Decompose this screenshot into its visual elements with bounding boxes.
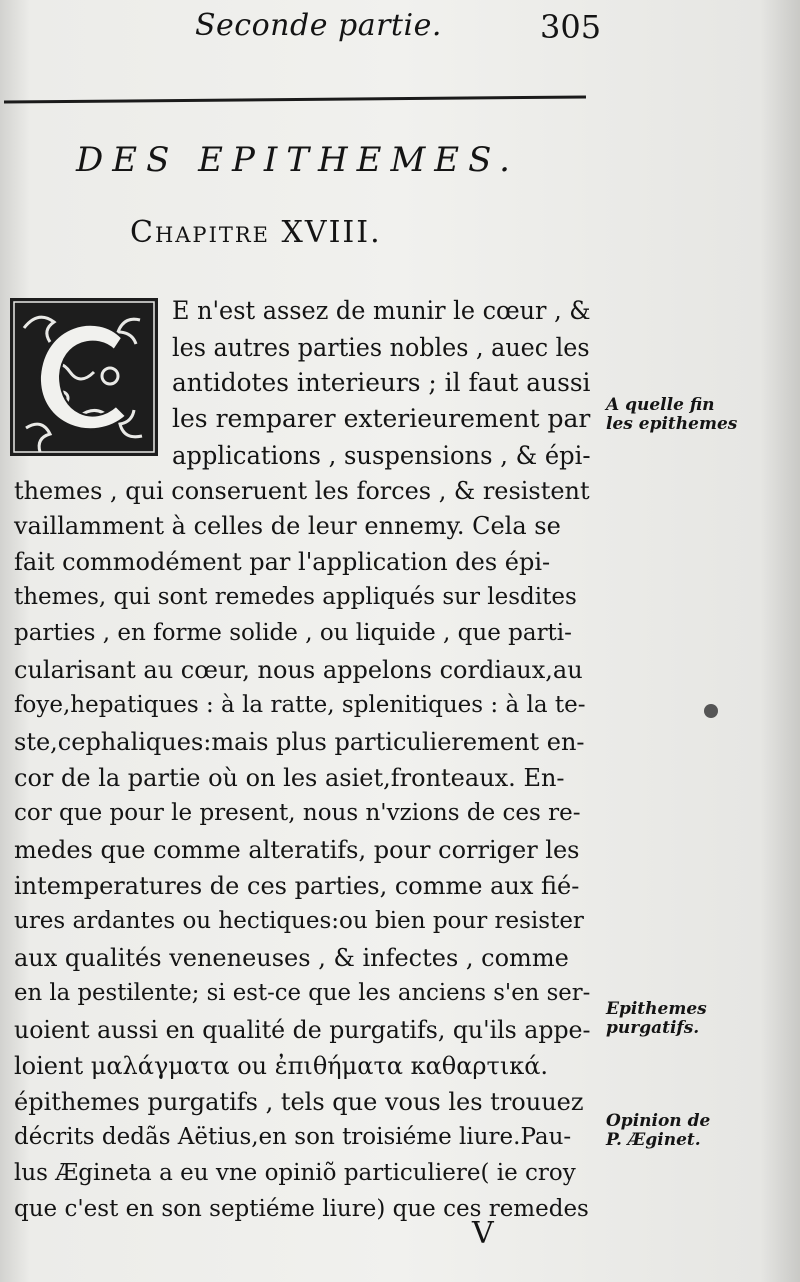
- chapter-title: Chapitre XVIII.: [130, 215, 382, 250]
- margin-note: A quelle fin les epithemes: [606, 395, 738, 434]
- catchword: V: [472, 1216, 494, 1251]
- text-line: les remparer exterieurement par: [172, 404, 591, 433]
- text-line: décrits dedãs Aëtius,en son troisiéme liure.Pau-: [14, 1124, 572, 1150]
- text-line: vaillamment à celles de leur ennemy. Cela se: [14, 512, 561, 540]
- ink-speck: [704, 704, 718, 718]
- text-line: cor que pour le present, nous n'vzions de ces re-: [14, 800, 581, 826]
- header-rule: [4, 95, 586, 103]
- margin-note: Opinion de P. Æginet.: [606, 1111, 711, 1150]
- text-line: que c'est en son septiéme liure) que ces remedes: [14, 1196, 589, 1222]
- text-line: cularisant au cœur, nous appelons cordiaux,au: [14, 656, 583, 684]
- text-line: themes, qui sont remedes appliqués sur lesdites: [14, 584, 577, 610]
- text-line: applications , suspensions , & épi-: [172, 441, 591, 470]
- text-line: fait commodément par l'application des épi-: [14, 548, 551, 576]
- text-line: ures ardantes ou hectiques:ou bien pour resister: [14, 908, 584, 934]
- decorated-initial-c-icon: [10, 298, 158, 456]
- section-title: DES EPITHEMES.: [76, 140, 519, 180]
- text-line: themes , qui conseruent les forces , & resistent: [14, 477, 590, 505]
- margin-note: Epithemes purgatifs.: [606, 999, 707, 1038]
- text-line: loient μαλάγματα ou ἐπιθήματα καθαρτικά.: [14, 1052, 549, 1080]
- text-line: épithemes purgatifs , tels que vous les trouuez: [14, 1088, 584, 1116]
- text-line: ste,cephaliques:mais plus particulierement en-: [14, 728, 585, 756]
- text-line: en la pestilente; si est-ce que les anciens s'en ser-: [14, 980, 591, 1006]
- text-line: foye,hepatiques : à la ratte, splenitiques : à la te-: [14, 692, 586, 718]
- text-line: aux qualités veneneuses , & infectes , comme: [14, 944, 569, 972]
- running-title: Seconde partie.: [195, 8, 442, 43]
- text-line: lus Ægineta a eu vne opiniõ particuliere( ie croy: [14, 1160, 576, 1186]
- text-line: cor de la partie où on les asiet,fronteaux. En-: [14, 764, 565, 792]
- text-line: E n'est assez de munir le cœur , &: [172, 296, 591, 325]
- text-line: les autres parties nobles , auec les: [172, 333, 590, 362]
- text-line: uoient aussi en qualité de purgatifs, qu'ils appe-: [14, 1016, 591, 1044]
- text-line: antidotes interieurs ; il faut aussi: [172, 368, 591, 397]
- text-line: intemperatures de ces parties, comme aux fié-: [14, 872, 580, 900]
- text-line: medes que comme alteratifs, pour corriger les: [14, 836, 580, 864]
- text-line: parties , en forme solide , ou liquide , que parti-: [14, 620, 572, 646]
- page-number: 305: [540, 8, 602, 46]
